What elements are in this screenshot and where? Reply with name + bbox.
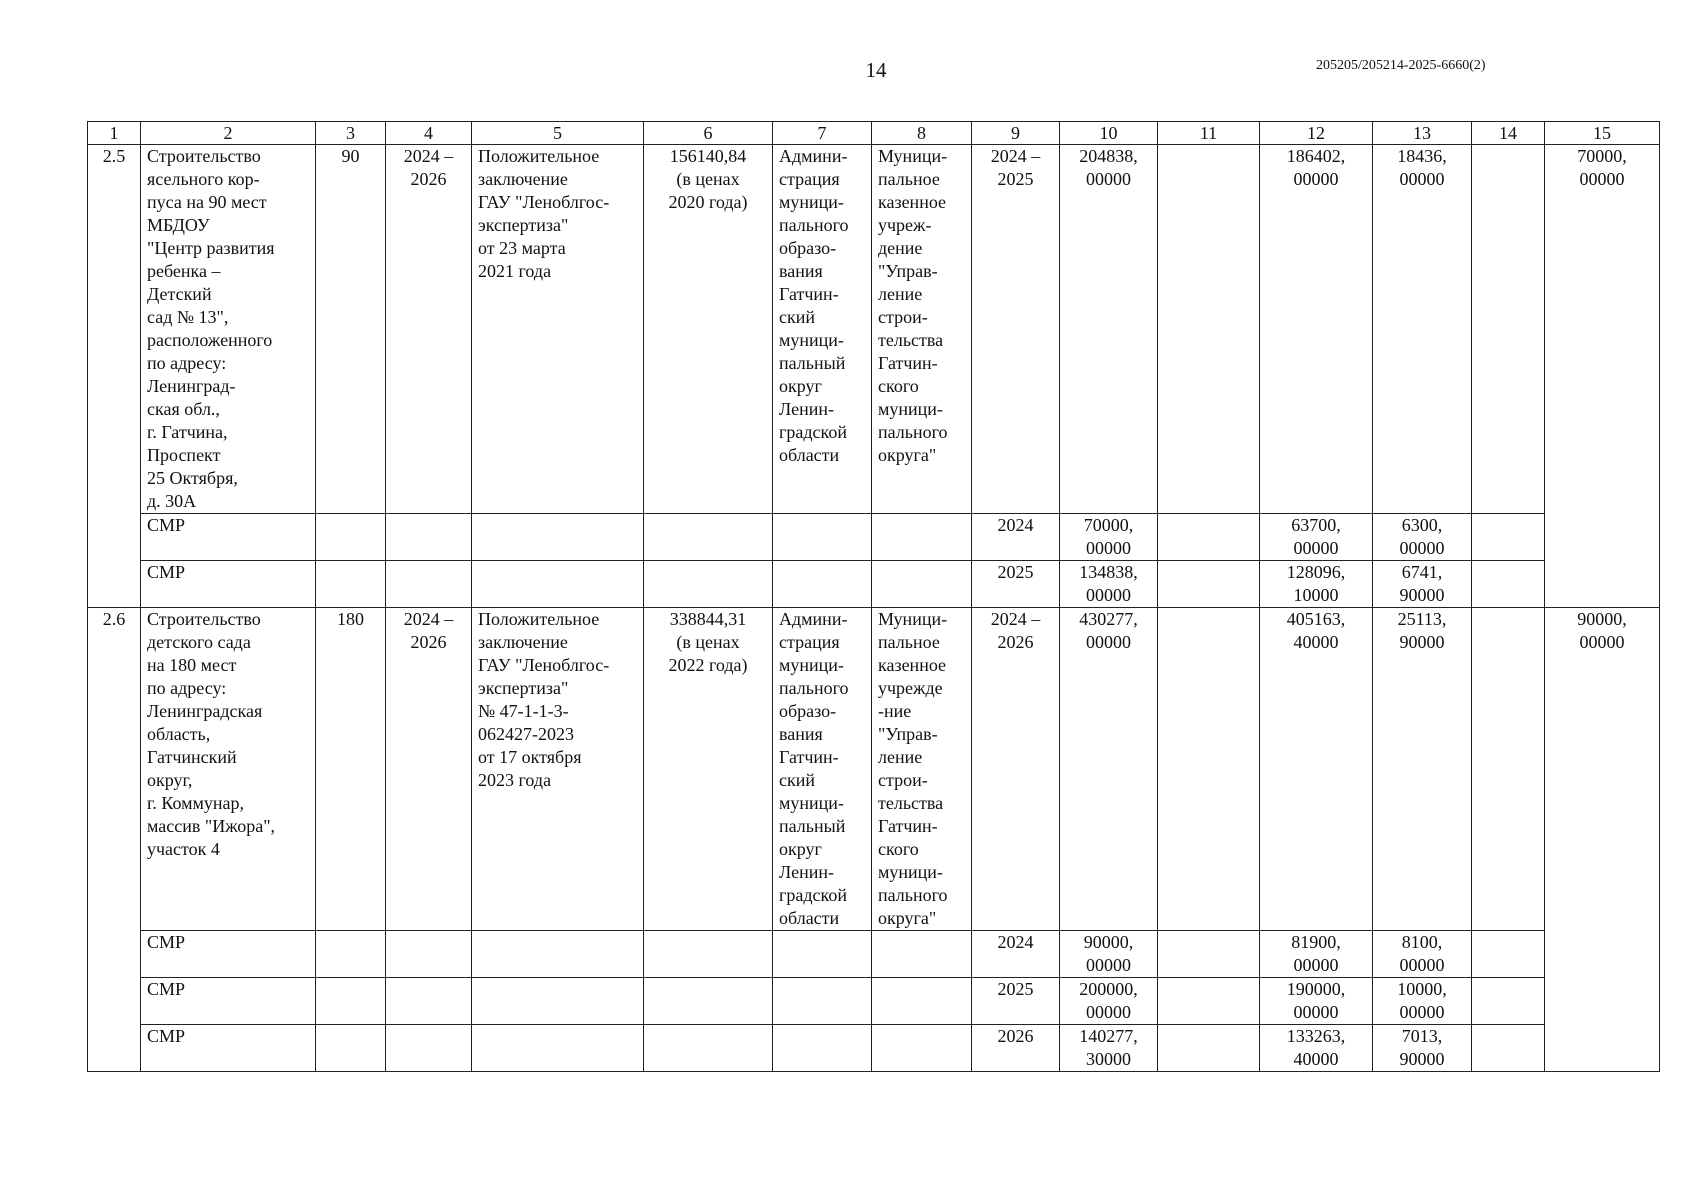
column-header: 10 bbox=[1060, 122, 1158, 145]
sub-total: 70000, 00000 bbox=[1060, 514, 1158, 561]
column-14 bbox=[1472, 608, 1545, 931]
column-header: 6 bbox=[644, 122, 773, 145]
work-type: СМР bbox=[141, 1025, 316, 1072]
sub-total: 134838, 00000 bbox=[1060, 561, 1158, 608]
work-type: СМР bbox=[141, 978, 316, 1025]
sub-column-13: 6300, 00000 bbox=[1373, 514, 1472, 561]
sub-year: 2025 bbox=[972, 561, 1060, 608]
column-header: 8 bbox=[872, 122, 972, 145]
column-header: 9 bbox=[972, 122, 1060, 145]
column-13: 25113, 90000 bbox=[1373, 608, 1472, 931]
column-header: 13 bbox=[1373, 122, 1472, 145]
column-13: 18436, 00000 bbox=[1373, 145, 1472, 514]
years: 2024 – 2025 bbox=[972, 145, 1060, 514]
period: 2024 – 2026 bbox=[386, 145, 472, 514]
table-row bbox=[88, 608, 1660, 931]
developer: Муници- пальное казенное учреж- дение "Управ- ление строи- тельства Гатчин- ского муници- пального округа" bbox=[872, 145, 972, 514]
program-table bbox=[87, 121, 1660, 1072]
sub-year: 2025 bbox=[972, 978, 1060, 1025]
capacity: 180 bbox=[316, 608, 386, 931]
column-header: 1 bbox=[88, 122, 141, 145]
capacity: 90 bbox=[316, 145, 386, 514]
column-header: 2 bbox=[141, 122, 316, 145]
column-12: 405163, 40000 bbox=[1260, 608, 1373, 931]
customer: Админи- страция муници- пального образо- вания Гатчин- ский муници- пальный округ Ленин- градской области bbox=[773, 608, 872, 931]
sub-column-13: 7013, 90000 bbox=[1373, 1025, 1472, 1072]
work-type: СМР bbox=[141, 514, 316, 561]
table-subrow bbox=[88, 514, 1660, 561]
sub-column-12: 81900, 00000 bbox=[1260, 931, 1373, 978]
work-type: СМР bbox=[141, 561, 316, 608]
sub-total: 90000, 00000 bbox=[1060, 931, 1158, 978]
table-subrow bbox=[88, 561, 1660, 608]
developer: Муници- пальное казенное учрежде -ние "Управ- ление строи- тельства Гатчин- ского муници- пального округа" bbox=[872, 608, 972, 931]
column-14 bbox=[1472, 145, 1545, 514]
column-header: 12 bbox=[1260, 122, 1373, 145]
column-11 bbox=[1158, 608, 1260, 931]
total-amount: 430277, 00000 bbox=[1060, 608, 1158, 931]
document-code: 205205/205214-2025-6660(2) bbox=[1316, 58, 1486, 73]
sub-column-12: 128096, 10000 bbox=[1260, 561, 1373, 608]
column-12: 186402, 00000 bbox=[1260, 145, 1373, 514]
column-header: 11 bbox=[1158, 122, 1260, 145]
estimated-cost: 338844,31 (в ценах 2022 года) bbox=[644, 608, 773, 931]
sub-total: 200000, 00000 bbox=[1060, 978, 1158, 1025]
customer: Админи- страция муници- пального образо- вания Гатчин- ский муници- пальный округ Ленин- градской области bbox=[773, 145, 872, 514]
table-subrow bbox=[88, 931, 1660, 978]
column-header: 4 bbox=[386, 122, 472, 145]
column-header: 7 bbox=[773, 122, 872, 145]
sub-column-13: 10000, 00000 bbox=[1373, 978, 1472, 1025]
sub-column-13: 6741, 90000 bbox=[1373, 561, 1472, 608]
object-name: Строительство ясельного кор- пуса на 90 мест МБДОУ "Центр развития ребенка – Детский сад № 13", расположенного по адресу: Ленинград- ская обл., г. Гатчина, Проспект 25 Октября, д. 30А bbox=[141, 145, 316, 514]
column-15: 90000, 00000 bbox=[1545, 608, 1660, 1072]
work-type: СМР bbox=[141, 931, 316, 978]
table-row bbox=[88, 145, 1660, 514]
years: 2024 – 2026 bbox=[972, 608, 1060, 931]
sub-column-12: 133263, 40000 bbox=[1260, 1025, 1373, 1072]
column-header: 15 bbox=[1545, 122, 1660, 145]
estimated-cost: 156140,84 (в ценах 2020 года) bbox=[644, 145, 773, 514]
page-number: 14 bbox=[865, 58, 887, 82]
sub-total: 140277, 30000 bbox=[1060, 1025, 1158, 1072]
column-11 bbox=[1158, 145, 1260, 514]
sub-column-12: 63700, 00000 bbox=[1260, 514, 1373, 561]
header-row bbox=[88, 122, 1660, 145]
expertise: Положительное заключение ГАУ "Леноблгос- экспертиза" от 23 марта 2021 года bbox=[472, 145, 644, 514]
row-number: 2.5 bbox=[88, 145, 141, 608]
column-header: 3 bbox=[316, 122, 386, 145]
sub-year: 2026 bbox=[972, 1025, 1060, 1072]
total-amount: 204838, 00000 bbox=[1060, 145, 1158, 514]
period: 2024 – 2026 bbox=[386, 608, 472, 931]
expertise: Положительное заключение ГАУ "Леноблгос- экспертиза" № 47-1-1-3- 062427-2023 от 17 октября 2023 года bbox=[472, 608, 644, 931]
table-subrow bbox=[88, 1025, 1660, 1072]
sub-year: 2024 bbox=[972, 514, 1060, 561]
column-15: 70000, 00000 bbox=[1545, 145, 1660, 608]
sub-column-12: 190000, 00000 bbox=[1260, 978, 1373, 1025]
column-header: 5 bbox=[472, 122, 644, 145]
table-subrow bbox=[88, 978, 1660, 1025]
sub-year: 2024 bbox=[972, 931, 1060, 978]
sub-column-13: 8100, 00000 bbox=[1373, 931, 1472, 978]
object-name: Строительство детского сада на 180 мест по адресу: Ленинградская область, Гатчинский округ, г. Коммунар, массив "Ижора", участок 4 bbox=[141, 608, 316, 931]
column-header: 14 bbox=[1472, 122, 1545, 145]
row-number: 2.6 bbox=[88, 608, 141, 1072]
